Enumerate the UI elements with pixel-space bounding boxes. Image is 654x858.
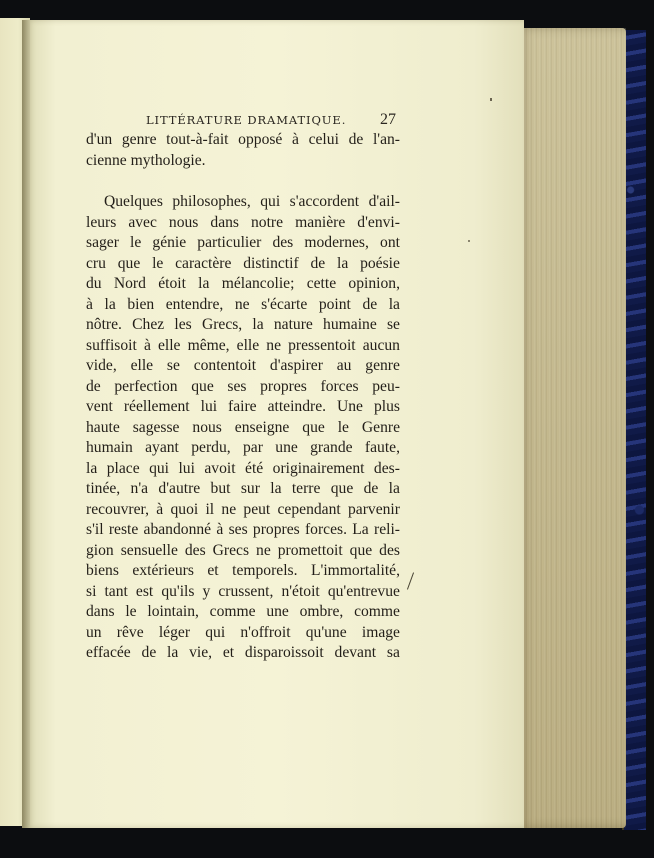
text-line: sager le génie particulier des modernes, ont [86, 234, 400, 251]
paper-speck [468, 240, 470, 242]
text-line: recouvrer, à quoi il ne peut cependant parvenir [86, 500, 400, 518]
text-line: cru que le caractère distinctif de la poésie [86, 254, 400, 272]
text-line: cienne mythologie. [86, 151, 206, 169]
text-line: un rêve léger qui n'offroit qu'une image [86, 623, 400, 641]
page-gutter [22, 20, 30, 828]
text-line: effacée de la vie, et disparoissoit devant sa [86, 644, 400, 661]
page-block-edges [518, 28, 626, 828]
running-head: LITTÉRATURE DRAMATIQUE. [146, 113, 347, 127]
text-line: gion sensuelle des Grecs ne promettoit que des [86, 541, 400, 559]
text-line: biens extérieurs et temporels. L'immortalité, [86, 562, 400, 579]
text-line: vide, elle se contentoit d'aspirer au genre [86, 357, 400, 374]
text-line: s'il reste abandonné à ses propres forces. La reli- [86, 521, 400, 538]
text-line: tinée, n'a d'autre but sur la terre que de la [86, 480, 400, 497]
text-line: Quelques philosophes, qui s'accordent d'ail- [104, 193, 400, 210]
text-line: de perfection que ses propres forces peu- [86, 377, 400, 395]
text-line: dans le lointain, comme une ombre, comme [86, 603, 400, 620]
text-line: si tant est qu'ils y crussent, n'étoit qu'entrevue [86, 582, 400, 600]
text-line: d'un genre tout-à-fait opposé à celui de l'an- [86, 131, 400, 148]
text-line: leurs avec nous dans notre manière d'envi- [86, 213, 400, 231]
paper-speck [490, 98, 492, 101]
text-line: à la bien entendre, ne s'écarte point de la [86, 295, 400, 313]
text-line: haute sagesse nous enseigne que le Genre [86, 418, 400, 436]
paragraph [86, 192, 400, 664]
text-line: vent réellement lui faire atteindre. Une plus [86, 398, 400, 415]
text-line: suffisoit à elle même, elle ne pressentoit aucun [86, 336, 400, 354]
body-text [86, 130, 400, 664]
page-number: 27 [380, 111, 396, 128]
paragraph-gap [86, 171, 400, 192]
text-line: du Nord étoit la mélancolie; cette opinion, [86, 275, 400, 292]
text-line: humain ayant perdu, par une grande faute, [86, 439, 400, 456]
paragraph [86, 130, 400, 171]
text-line: nôtre. Chez les Grecs, la nature humaine se [86, 316, 400, 333]
text-line: la place qui lui avoit été originairement des- [86, 459, 400, 477]
